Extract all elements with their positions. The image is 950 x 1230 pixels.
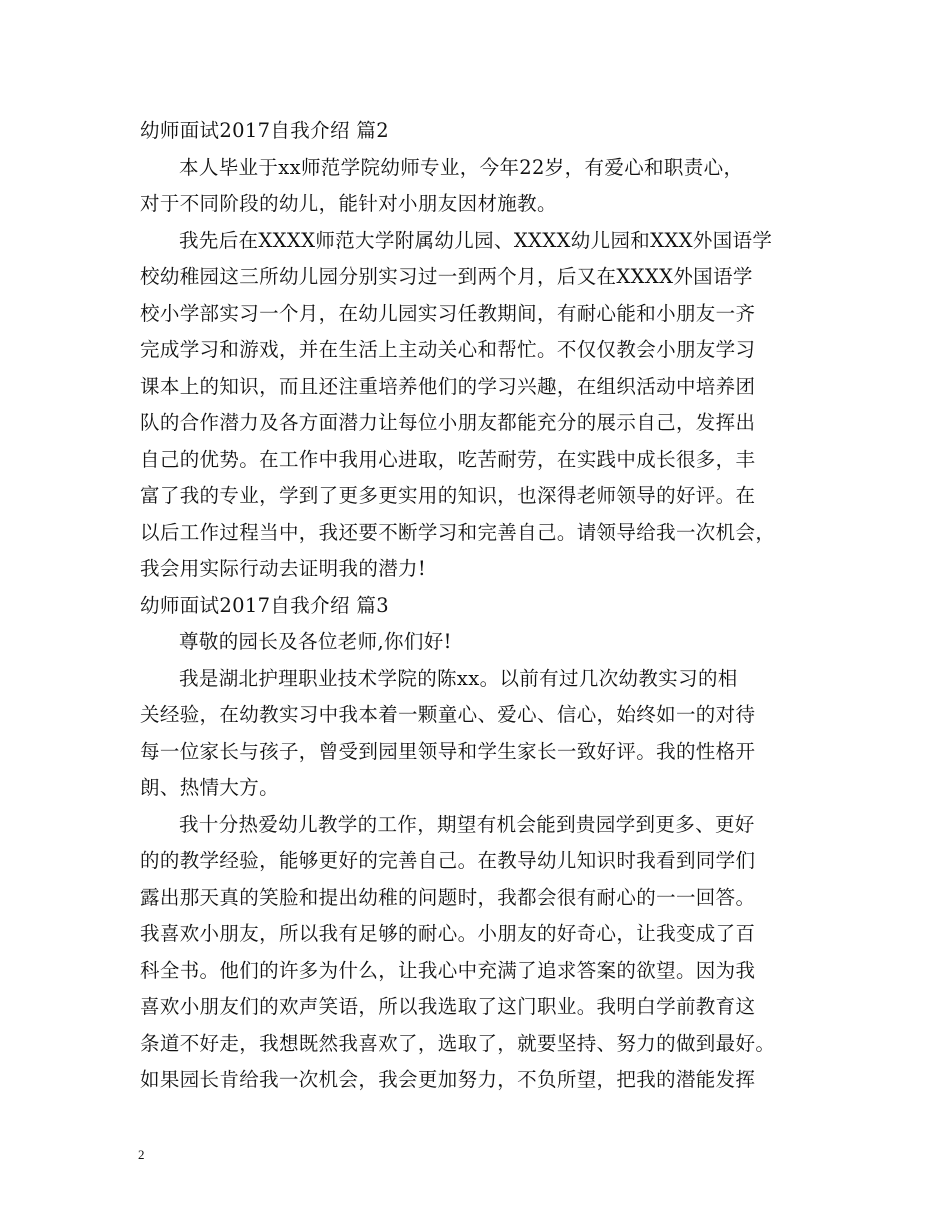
text-line: 自己的优势。在工作中我用心进取，吃苦耐劳，在实践中成长很多，丰 <box>140 447 756 471</box>
text-line: 我先后在XXXX师范大学附属幼儿园、XXXX幼儿园和XXX外国语学 <box>179 228 773 252</box>
text-line: 我会用实际行动去证明我的潜力! <box>140 557 427 580</box>
text-line: 对于不同阶段的幼儿，能针对小朋友因材施教。 <box>140 192 557 215</box>
text-line: 尊敬的园长及各位老师,你们好! <box>179 630 452 653</box>
text-line: 我是湖北护理职业技术学院的陈xx。以前有过几次幼教实习的相 <box>179 666 738 690</box>
document-body <box>140 113 820 1099</box>
text-line: 队的合作潜力及各方面潜力让每位小朋友都能充分的展示自己，发挥出 <box>140 411 756 434</box>
text-line: 科全书。他们的许多为什么，让我心中充满了追求答案的欲望。因为我 <box>140 958 756 982</box>
text-line: 校幼稚园这三所幼儿园分别实习过一到两个月，后又在XXXX外国语学 <box>140 265 753 288</box>
text-line: 以后工作过程当中，我还要不断学习和完善自己。请领导给我一次机会， <box>140 520 776 544</box>
text-line: 的的教学经验，能够更好的完善自己。在教导幼儿知识时我看到同学们 <box>140 849 756 872</box>
page-number: 2 <box>138 1147 145 1162</box>
text-line: 幼师面试2017自我介绍 篇3 <box>140 593 389 617</box>
text-line: 喜欢小朋友们的欢声笑语，所以我选取了这门职业。我明白学前教育这 <box>140 995 756 1018</box>
text-line: 条道不好走，我想既然我喜欢了，选取了，就要坚持、努力的做到最好。 <box>140 1031 776 1055</box>
text-line: 朗、热情大方。 <box>140 776 279 799</box>
text-line: 本人毕业于xx师范学院幼师专业，今年22岁，有爱心和职责心， <box>179 155 744 179</box>
text-line: 每一位家长与孩子，曾受到园里领导和学生家长一致好评。我的性格开 <box>140 739 756 763</box>
text-line: 如果园长肯给我一次机会，我会更加努力，不负所望，把我的潜能发挥 <box>140 1068 756 1091</box>
text-line: 我十分热爱幼儿教学的工作，期望有机会能到贵园学到更多、更好 <box>179 812 755 836</box>
text-line: 关经验，在幼教实习中我本着一颗童心、爱心、信心，始终如一的对待 <box>140 703 756 726</box>
text-line: 完成学习和游戏，并在生活上主动关心和帮忙。不仅仅教会小朋友学习 <box>140 338 756 361</box>
text-line: 校小学部实习一个月，在幼儿园实习任教期间，有耐心能和小朋友一齐 <box>140 301 756 325</box>
text-line: 露出那天真的笑脸和提出幼稚的问题时，我都会很有耐心的一一回答。 <box>140 885 756 909</box>
text-line: 课本上的知识，而且还注重培养他们的学习兴趣，在组织活动中培养团 <box>140 374 756 398</box>
text-line: 幼师面试2017自我介绍 篇2 <box>140 119 389 142</box>
text-line: 富了我的专业，学到了更多更实用的知识，也深得老师领导的好评。在 <box>140 484 756 507</box>
text-line: 我喜欢小朋友，所以我有足够的耐心。小朋友的好奇心，让我变成了百 <box>140 922 756 945</box>
